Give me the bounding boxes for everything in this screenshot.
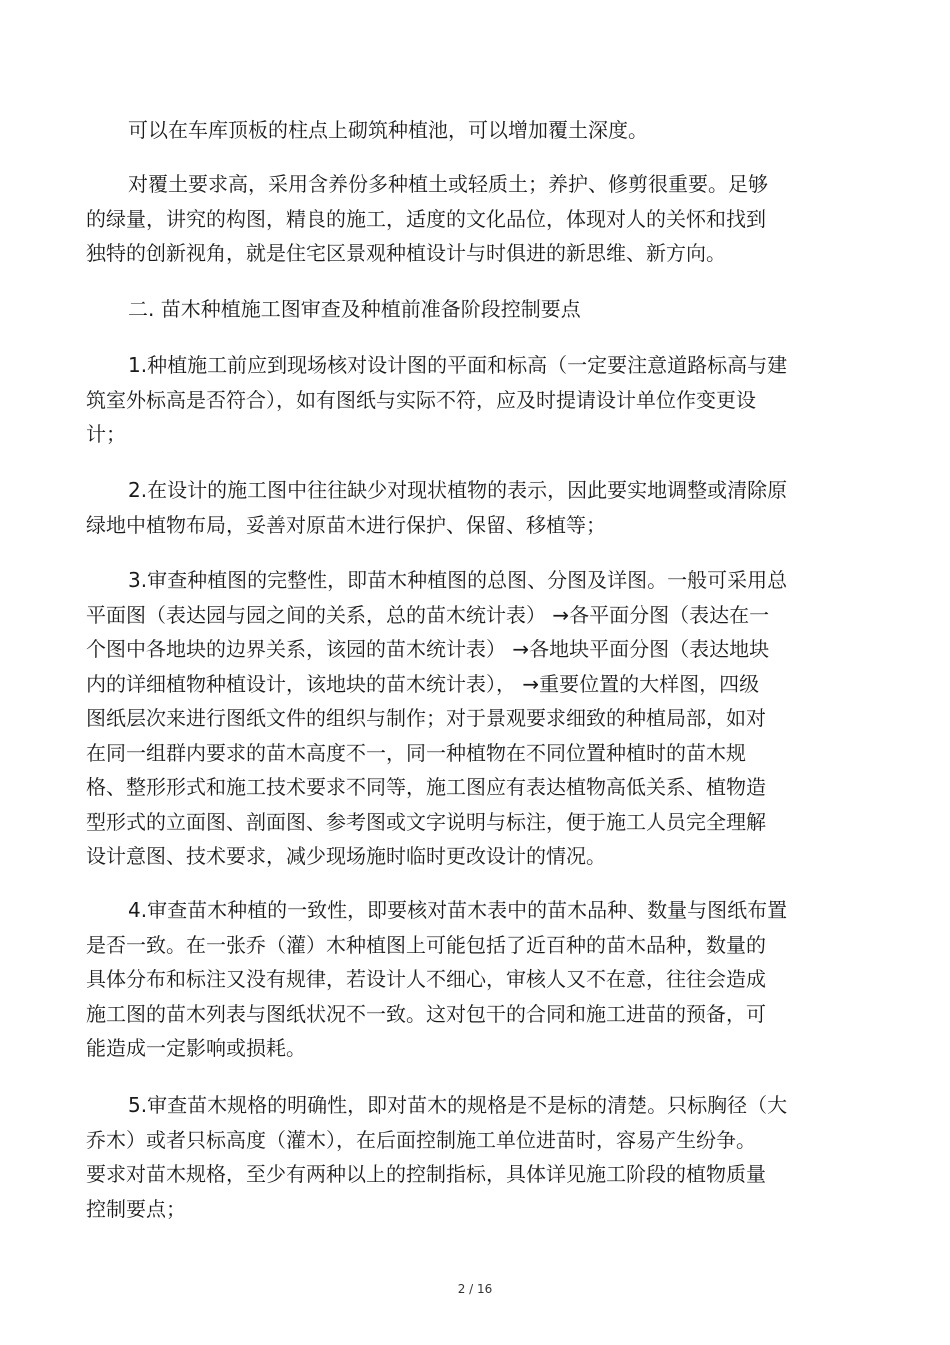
paragraph-soil-requirements bbox=[86, 167, 846, 271]
section-heading bbox=[86, 292, 846, 327]
text-line: 型形式的立面图、剖面图、参考图或文字说明与标注，便于施工人员完全理解 bbox=[86, 809, 766, 834]
text-line: 平面图（表达园与园之间的关系，总的苗木统计表） →各平面分图（表达在一 bbox=[86, 602, 770, 627]
text-line: 对覆土要求高，采用含养份多种植土或轻质土；养护、修剪很重要。足够 bbox=[128, 172, 768, 196]
paragraph-garage-roof bbox=[86, 113, 846, 148]
list-item-2 bbox=[86, 473, 846, 542]
text-line: 的绿量，讲究的构图，精良的施工，适度的文化品位，体现对人的关怀和找到 bbox=[86, 206, 766, 231]
text-line: 3.审查种植图的完整性，即苗木种植图的总图、分图及详图。一般可采用总 bbox=[128, 568, 788, 592]
list-item-3 bbox=[86, 563, 846, 874]
text-line: 要求对苗木规格，至少有两种以上的控制指标，具体详见施工阶段的植物质量 bbox=[86, 1162, 766, 1186]
text-line: 格、整形形式和施工技术要求不同等，施工图应有表达植物高低关系、植物造 bbox=[86, 775, 766, 799]
text-line: 2.在设计的施工图中往往缺少对现状植物的表示，因此要实地调整或清除原 bbox=[128, 478, 788, 502]
text-line: 个图中各地块的边界关系，该园的苗木统计表） →各地块平面分图（表达地块 bbox=[86, 637, 770, 661]
text-line: 乔木）或者只标高度（灌木），在后面控制施工单位进苗时，容易产生纷争。 bbox=[86, 1127, 756, 1152]
text-line: 能造成一定影响或损耗。 bbox=[86, 1036, 306, 1060]
text-line: 可以在车库顶板的柱点上砌筑种植池，可以增加覆土深度。 bbox=[128, 118, 648, 142]
text-line: 具体分布和标注又没有规律，若设计人不细心，审核人又不在意，往往会造成 bbox=[86, 967, 766, 991]
text-line: 在同一组群内要求的苗木高度不一，同一种植物在不同位置种植时的苗木规 bbox=[86, 740, 746, 765]
text-line: 独特的创新视角，就是住宅区景观种植设计与时俱进的新思维、新方向。 bbox=[86, 241, 726, 265]
list-item-1 bbox=[86, 348, 846, 452]
text-line: 施工图的苗木列表与图纸状况不一致。这对包干的合同和施工进苗的预备，可 bbox=[86, 1001, 766, 1026]
list-item-4 bbox=[86, 893, 846, 1066]
text-line: 设计意图、技术要求，减少现场施时临时更改设计的情况。 bbox=[86, 844, 606, 868]
text-line: 4.审查苗木种植的一致性，即要核对苗木表中的苗木品种、数量与图纸布置 bbox=[128, 898, 788, 922]
text-line: 控制要点； bbox=[86, 1196, 186, 1221]
text-line: 筑室外标高是否符合），如有图纸与实际不符，应及时提请设计单位作变更设 bbox=[86, 387, 756, 412]
page-number: 2 / 16 bbox=[457, 1282, 493, 1296]
text-line: 1.种植施工前应到现场核对设计图的平面和标高（一定要注意道路标高与建 bbox=[128, 353, 788, 377]
list-item-5 bbox=[86, 1088, 846, 1226]
text-line: 计； bbox=[86, 422, 126, 446]
text-line: 绿地中植物布局，妥善对原苗木进行保护、保留、移植等； bbox=[86, 512, 606, 537]
text-line: 是否一致。在一张乔（灌）木种植图上可能包括了近百种的苗木品种，数量的 bbox=[86, 932, 766, 957]
section-heading-text: 二. 苗木种植施工图审查及种植前准备阶段控制要点 bbox=[128, 297, 581, 321]
text-line: 5.审查苗木规格的明确性，即对苗木的规格是不是标的清楚。只标胸径（大 bbox=[128, 1093, 788, 1117]
text-line: 内的详细植物种植设计，该地块的苗木统计表）， →重要位置的大样图，四级 bbox=[86, 671, 760, 696]
text-line: 图纸层次来进行图纸文件的组织与制作；对于景观要求细致的种植局部，如对 bbox=[86, 706, 766, 730]
